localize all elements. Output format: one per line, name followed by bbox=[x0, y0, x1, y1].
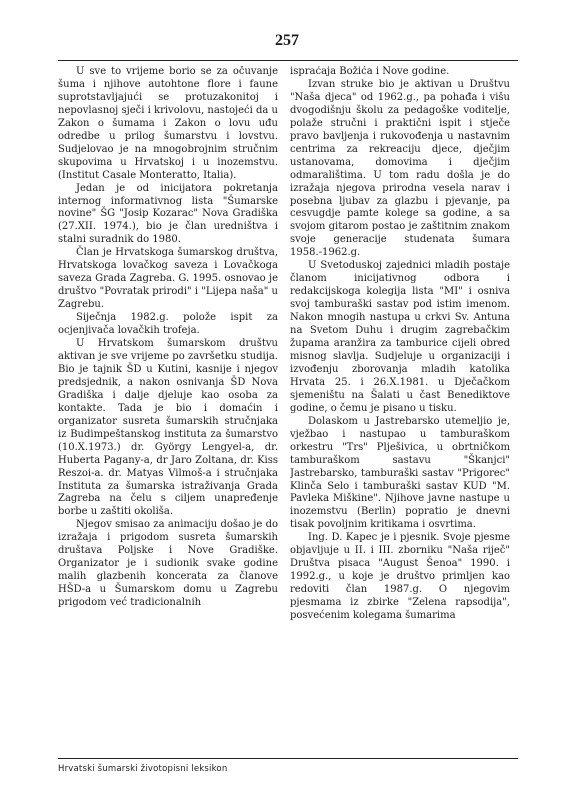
paragraph: U Hrvatskom šumarskom društvu aktivan je sve vrijeme po završetku studija. Bio je tajnik ŠD u Kutini, kasnije i njegov predsjednik, a nakon osnivanja ŠD Nova Gradiška i dalje djeluje kao osoba za kontakte. Tada je bio i domaćin i organizator susreta šumarskih stručnjaka iz Budimpeštanskog instituta za šumarstvo (10.X.1973.) dr. György Lengyel-a, dr. Huberta Pagany-a, dr Jaro Zoltana, dr. Kiss Reszoi-a. dr. Matyas Vilmoš-a i stručnjaka Instituta za šumarska istraživanja Grada Zagreba na čelu s ciljem unapređenje borbe u zaštiti okoliša. bbox=[58, 338, 278, 518]
paragraph: Siječnja 1982.g. polože ispit za ocjenjivača lovačkih trofeja. bbox=[58, 312, 278, 337]
header-rule bbox=[58, 60, 518, 61]
paragraph-continuation: ispraćaja Božića i Nove godine. bbox=[290, 66, 450, 77]
paragraph: U Svetoduskoj zajednici mladih postaje članom inicijativnog odbora i redakcijskoga kolegija lista "MI" i osniva svoj tamburaški sastav pod istim imenom. Nakon mnogih nastupa u crkvi Sv. Antuna na Svetom Duhu i drugim zagrebačkim župama aranžira za tamburice cijeli obred misnog slavlja. Sudjeluje u organizaciji i izvođenju zborovanja mladih katolika Hrvata 25. i 26.X.1981. u Dječačkom sjemeništu na Šalati u čast Benediktove godine, o čemu je pisano u tisku. bbox=[290, 260, 510, 414]
paragraph: Dolaskom u Jastrebarsko utemeljio je, vježbao i nastupao u tamburaškom orkestru "Trs" Plješivica, u obrtničkom tamburaškom sastavu "Škanjci" Jastrebarsko, tamburaški sastav "Prigorec" Klinča Selo i tamburaški sastav KUD "M. Pavlekа Miškinе". Njihove javne nastupe u inozemstvu (Berlin) popratio je dnevni tisak povoljnim kritikama i osvrtima. bbox=[290, 415, 510, 531]
paragraph: Izvan struke bio je aktivan u Društvu "Naša djeca" od 1962.g., pa pohađa i višu dvogodišnju školu za pedagoške voditelje, polaže stručni i praktični ispit i stječe pravo bavljenja i rukovođenja u nastavnim centrima za rekreaciju djece, dječjim ustanovama, domovima i dječjim odmaralištima. U tom radu došla je do izražaja njegova prirodna vesela narav i posebna ljubav za glazbu i pjevanje, pa cesvugdje pamte kolege sa godine, a sa svojom gitarom postao je zaštitnim znakom svoje generacije studenata šumara 1958.-1962.g. bbox=[290, 78, 510, 259]
paragraph: Njegov smisao za animaciju došao je do izražaja i prigodom susreta šumarskih društava Poljske i Nove Gradiške. Organizator je i sudionik svake godine malih glazbenih koncerata za članove HŠD-a u Šumarskom domu u Zagrebu prigodom već tradicionalnih bbox=[58, 519, 278, 609]
left-column bbox=[58, 66, 278, 756]
page-number: 257 bbox=[275, 32, 299, 49]
footer-rule bbox=[58, 758, 518, 759]
right-column bbox=[290, 66, 510, 756]
paragraph: Ing. D. Kapec je i pjesnik. Svoje pjesme objavljuje u II. i III. zborniku "Naša riječ" Društva pisaca "August Šenoa" 1990. i 1992.g., u koje je društvo primljen kao redoviti član 1987.g. O njegovim pjesmama iz zbirke "Zelena rapsodija", posvećenim kolegama šumarima bbox=[290, 532, 510, 622]
paragraph: Član je Hrvatskoga šumarskog društva, Hrvatskoga lovačkog saveza i Lovačkoga saveza Grada Zagreba. G. 1995. osnovao je društvo "Povratak prirodi" i "Lijepa naša" u Zagrebu. bbox=[58, 247, 278, 311]
paragraph: Jedan je od inicijatora pokretanja internog informativnog lista "Šumarske novine" ŠG "Josip Kozarac" Nova Gradiška (27.XII. 1974.), bio je član uredništva i stalni suradnik do 1980. bbox=[58, 182, 278, 246]
paragraph: U sve to vrijeme borio se za očuvanje šuma i njihove autohtone flore i faune suprotstavljajući se protuzakonitoj i nepovlasnoj sječi i krivolovu, nastojeći da u Zakon o šumama i Zakon o lovu uđu odredbe u prilog šumarstvu i lovstvu. Sudjelovao je na mnogobrojnim stručnim skupovima u Hrvatskoj i u inozemstvu. (Institut Casale Monteratto, Italia). bbox=[58, 66, 278, 181]
running-footer: Hrvatski šumarski životopisni leksikon bbox=[58, 764, 228, 774]
